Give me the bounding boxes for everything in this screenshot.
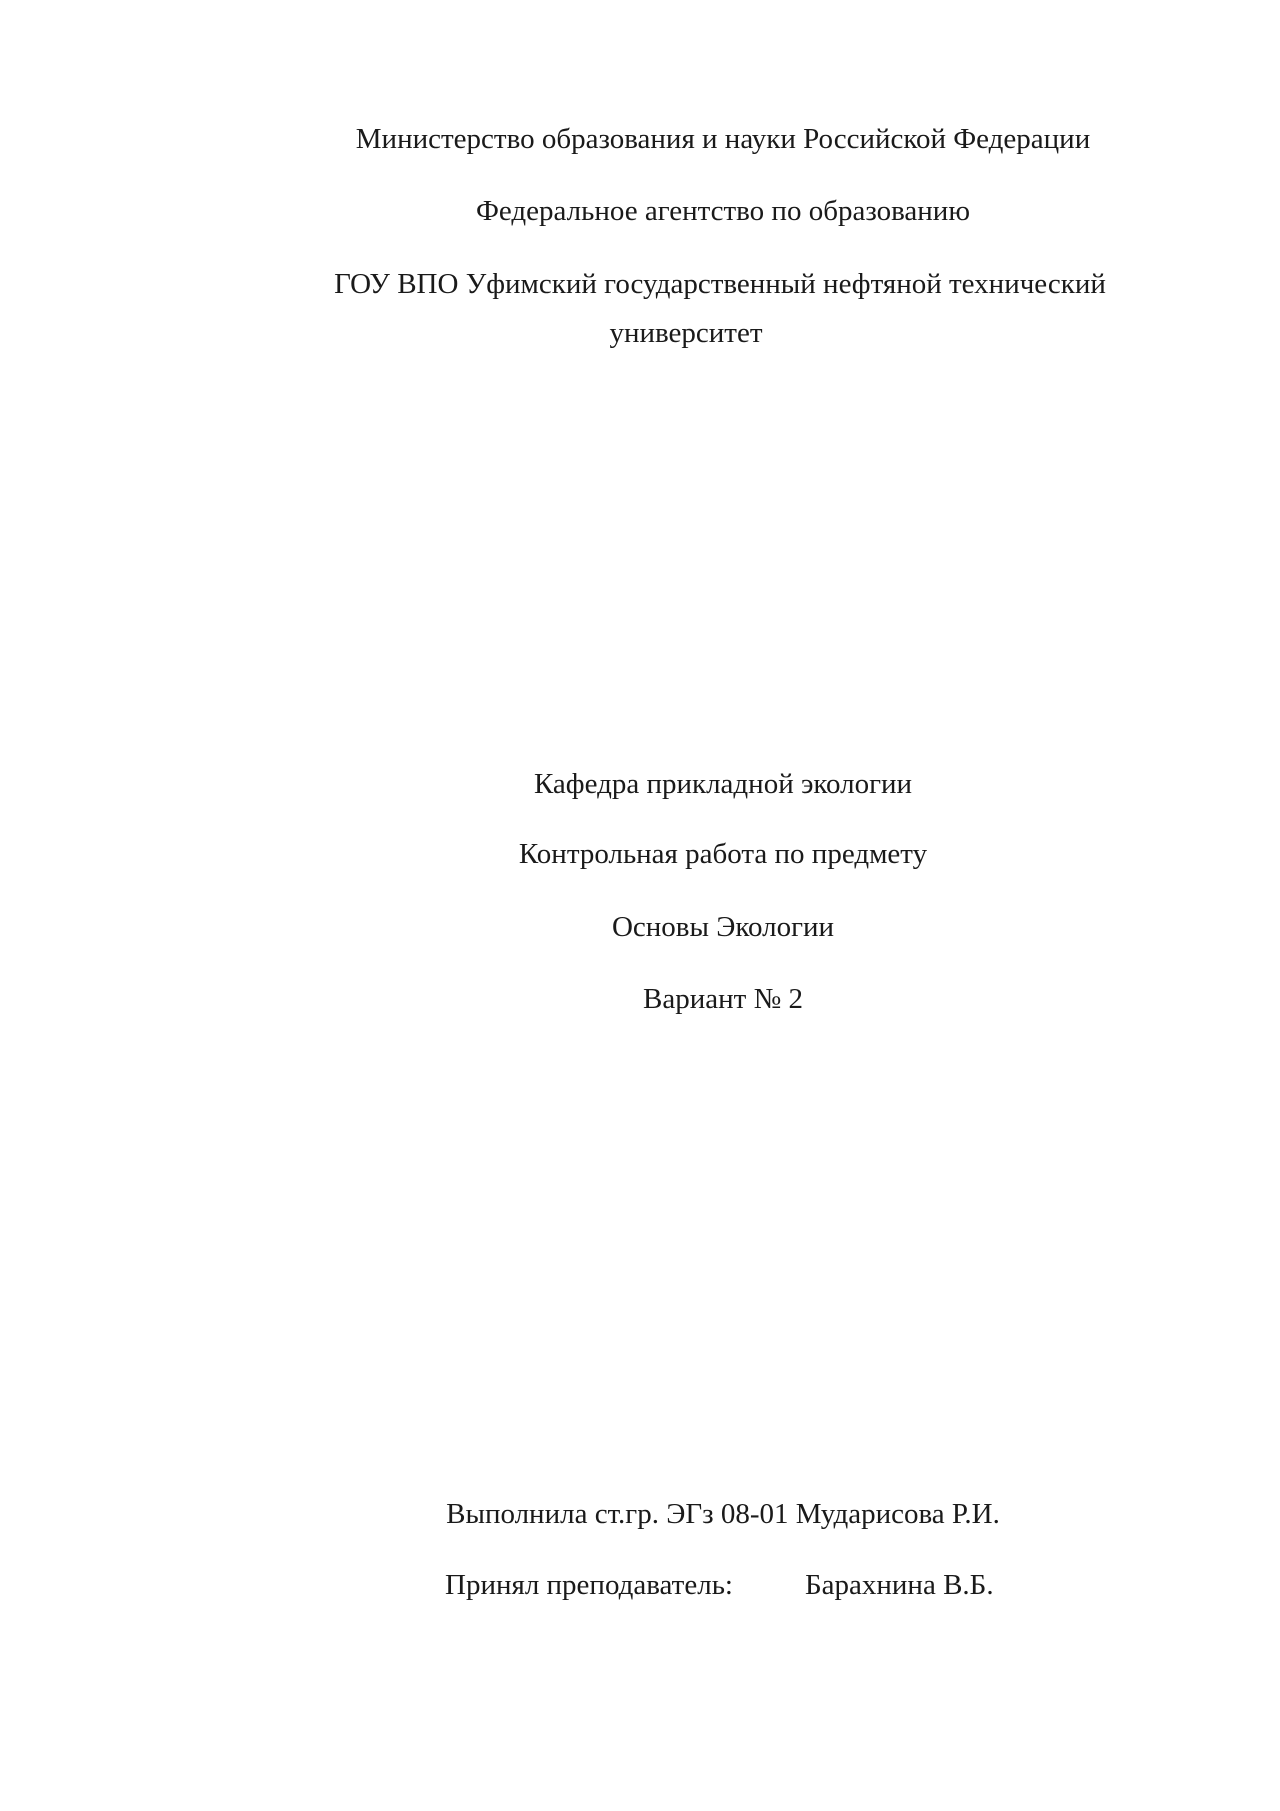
work-type: Контрольная работа по предмету: [518, 838, 928, 870]
ministry-name: Министерство образования и науки Российской Федерации: [355, 123, 1091, 155]
university-name-line1: ГОУ ВПО Уфимский государственный нефтяной технический: [334, 268, 1106, 300]
accepted-by-line: [445, 1569, 994, 1601]
accepted-label: Принял преподаватель:: [445, 1569, 733, 1601]
university-name-line2: университет: [609, 317, 763, 349]
teacher-name: Барахнина В.Б.: [805, 1569, 994, 1601]
department-name: Кафедра прикладной экологии: [533, 768, 913, 800]
agency-name: Федеральное агентство по образованию: [475, 195, 970, 227]
performed-by-line: Выполнила ст.гр. ЭГз 08-01 Мударисова Р.И.: [446, 1498, 1000, 1530]
subject-name: Основы Экологии: [611, 911, 835, 943]
variant-number: Вариант № 2: [643, 983, 803, 1015]
